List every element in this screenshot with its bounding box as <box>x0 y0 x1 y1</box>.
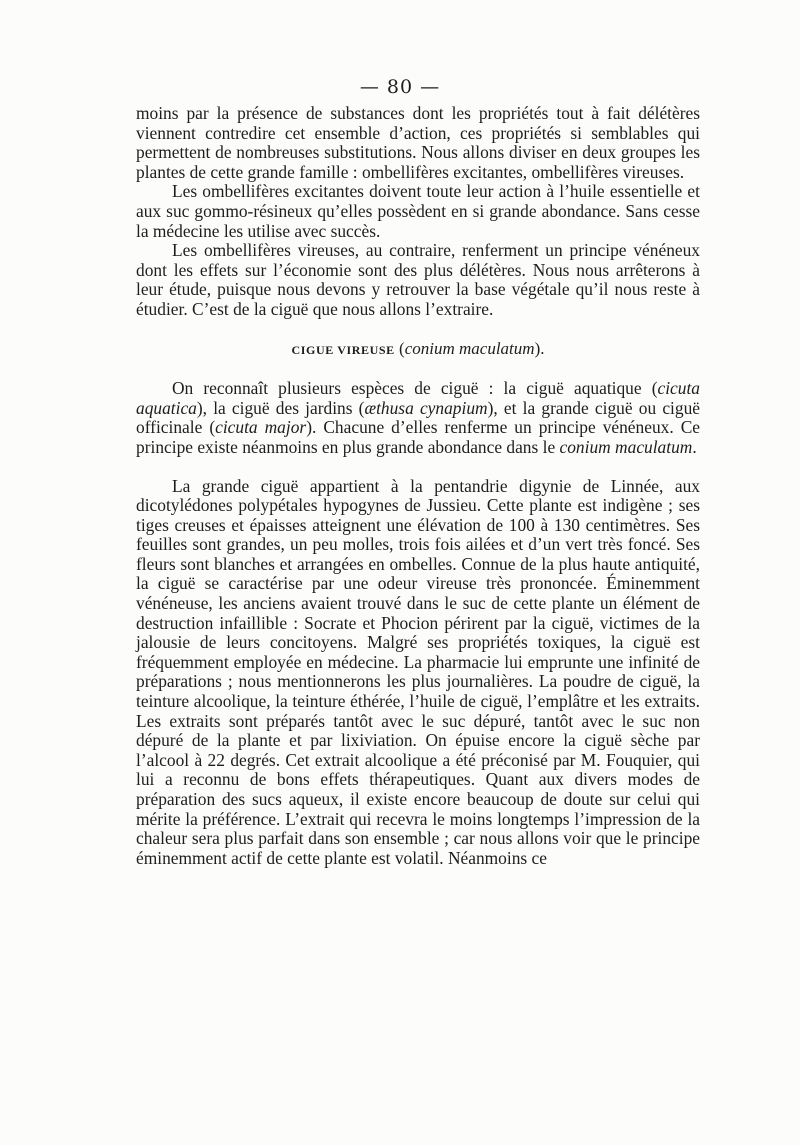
text-run: ). Chacune d’elles renferme un principe vénéneux. Ce principe existe néanmoins en plus grande abondance dans le <box>136 417 701 457</box>
page-number: — 80 — <box>359 76 441 98</box>
text-run: ), et la grande ciguë ou ciguë officinale ( <box>136 397 700 438</box>
text-run: . <box>692 436 697 457</box>
latin-name: cicuta aquatica <box>136 378 700 418</box>
paragraph-vireuses: Les ombellifères vireuses, au contraire, renferment un principe vénéneux dont les effets sur l’économie sont des plus délétères. Nous nous arrêterons à leur étude, puisque nous devons y retrouver la base végétale qu’il nous reste à étudier. C’est de la ciguë que nous allons l’extraire. <box>136 240 700 319</box>
paragraph-intro-continued: moins par la présence de substances dont les propriétés tout à fait délétères viennent contredire cet ensemble d’action, ces propriétés si semblables qui permettent de nombreuses substitutions. Nous allons diviser en deux groupes les plantes de cette grande famille : ombellifères excitantes, ombellifères vireuses. <box>136 103 700 182</box>
paragraph-excitantes: Les ombellifères excitantes doivent toute leur action à l’huile essentielle et aux suc gommo-résineux qu’elles possèdent en si grande abondance. Sans cesse la médecine les utilise avec succès. <box>136 181 700 241</box>
paragraph-cigue-species <box>136 379 700 457</box>
latin-name: æthusa cynapium <box>364 397 488 418</box>
section-heading-open: ( <box>394 338 405 358</box>
text-run: On reconnaît plusieurs espèces de ciguë : la ciguë aquatique ( <box>172 378 658 399</box>
latin-name: cicuta major <box>215 417 307 438</box>
latin-name: conium maculatum <box>559 436 693 457</box>
body-text <box>136 104 700 868</box>
section-heading-label: CIGUE VIREUSE <box>291 342 395 357</box>
paragraph-grande-cigue: La grande ciguë appartient à la pentandrie digynie de Linnée, aux dicotylédones polypétales hypogynes de Jussieu. Cette plante est indigène ; ses tiges creuses et épaisses atteignent une élévation de 100 à 130 centimètres. Ses feuilles sont grandes, un peu molles, trois fois ailées et d’un vert très foncé. Ses fleurs sont blanches et arrangées en ombelles. Connue de la plus haute antiquité, la ciguë se caractérise par une odeur vireuse très prononcée. Éminemment vénéneuse, les anciens avaient trouvé dans le suc de cette plante un élément de destruction infaillible : Socrate et Phocion périrent par la ciguë, victimes de la jalousie de leurs concitoyens. Malgré ses propriétés toxiques, la ciguë est fréquemment employée en médecine. La pharmacie lui emprunte une infinité de préparations ; nous mentionnerons les plus journalières. La poudre de ciguë, la teinture alcoolique, la teinture éthérée, l’huile de ciguë, l’emplâtre et les extraits. Les extraits sont préparés tantôt avec le suc dépuré, tantôt avec le suc non dépuré de la plante et par lixiviation. On épuise encore la ciguë sèche par l’alcool à 22 degrés. Cet extrait alcoolique a été préconisé par M. Fouquier, qui lui a reconnu de bons effets thérapeutiques. Quant aux divers modes de préparation des sucs aqueux, il existe encore beaucoup de doute sur celui qui mérite la préférence. L’extrait qui recevra le moins longtemps l’impression de la chaleur sera plus parfait dans son ensemble ; car nous allons voir que le principe éminemment actif de cette plante est volatil. Néanmoins ce <box>136 475 700 868</box>
text-run: ), la ciguë des jardins ( <box>196 397 365 418</box>
section-heading <box>136 339 700 361</box>
section-heading-close: ). <box>534 338 545 358</box>
section-heading-latin: conium maculatum <box>404 338 535 358</box>
